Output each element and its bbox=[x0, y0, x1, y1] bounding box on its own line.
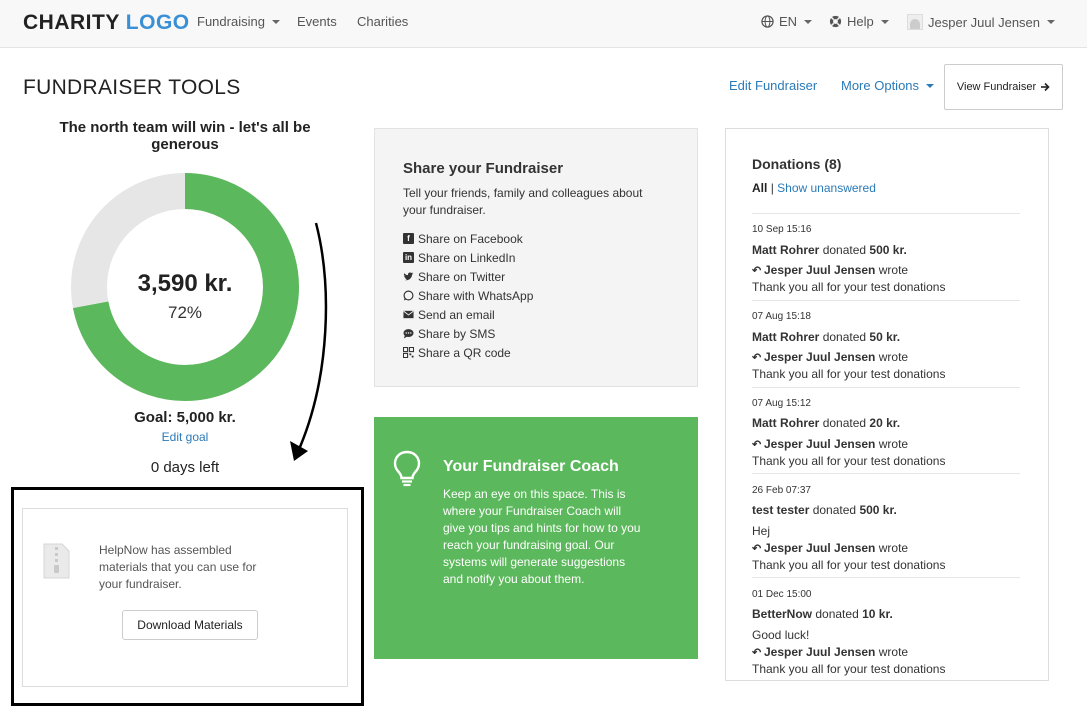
reply-author: Jesper Juul Jensen bbox=[764, 541, 876, 555]
edit-fundraiser-label: Edit Fundraiser bbox=[729, 78, 818, 93]
share-item-label: Share on Twitter bbox=[418, 269, 506, 284]
reply-verb: wrote bbox=[878, 645, 909, 659]
donation-date: 07 Aug 15:18 bbox=[752, 311, 811, 322]
donor-name: Matt Rohrer bbox=[752, 330, 820, 344]
reply-text: Thank you all for your test donations bbox=[752, 280, 946, 294]
edit-fundraiser-link[interactable] bbox=[729, 78, 817, 93]
nav-fundraising-dropdown[interactable] bbox=[197, 14, 280, 29]
view-fundraiser-button[interactable] bbox=[944, 64, 1063, 110]
donation-item bbox=[752, 300, 1020, 387]
reply-icon: ↶ bbox=[752, 439, 762, 451]
coach-title: Your Fundraiser Coach bbox=[443, 458, 619, 475]
help-dropdown[interactable] bbox=[829, 14, 889, 29]
donation-summary bbox=[752, 607, 893, 621]
view-fundraiser-label: View Fundraiser bbox=[956, 81, 1037, 93]
share-twitter-link[interactable] bbox=[403, 267, 533, 286]
donor-name: Matt Rohrer bbox=[752, 416, 820, 430]
avatar bbox=[907, 14, 923, 30]
donation-verb: donated bbox=[822, 243, 867, 257]
reply-verb: wrote bbox=[878, 541, 909, 555]
reply-header bbox=[752, 263, 908, 277]
filter-separator: | bbox=[770, 181, 774, 195]
donation-verb: donated bbox=[822, 416, 867, 430]
raised-percent: 72% bbox=[167, 303, 203, 322]
share-item-label: Share a QR code bbox=[418, 345, 511, 360]
materials-description: HelpNow has assembled materials that you can use for your fundraiser. bbox=[99, 543, 257, 591]
share-email-link[interactable] bbox=[403, 305, 533, 324]
donations-filter bbox=[752, 181, 876, 195]
share-subtitle: Tell your friends, family and colleagues about your fundraiser. bbox=[403, 186, 643, 217]
download-materials-button[interactable]: Download Materials bbox=[122, 610, 258, 640]
whatsapp-icon bbox=[403, 290, 414, 301]
top-navbar bbox=[0, 0, 1087, 48]
reply-text: Thank you all for your test donations bbox=[752, 558, 946, 572]
reply-icon: ↶ bbox=[752, 647, 762, 659]
reply-icon: ↶ bbox=[752, 352, 762, 364]
reply-header bbox=[752, 437, 908, 451]
reply-text: Thank you all for your test donations bbox=[752, 662, 946, 676]
filter-unanswered-link[interactable]: Show unanswered bbox=[777, 181, 876, 195]
days-left: 0 days left bbox=[150, 459, 220, 476]
goal-amount: Goal: 5,000 kr. bbox=[134, 409, 236, 426]
nav-charities-label: Charities bbox=[357, 14, 409, 29]
share-item-label: Share with WhatsApp bbox=[418, 288, 534, 303]
reply-text: Thank you all for your test donations bbox=[752, 367, 946, 381]
donation-item bbox=[752, 387, 1020, 473]
lifebuoy-icon bbox=[829, 15, 842, 28]
share-item-label: Share on LinkedIn bbox=[418, 250, 516, 265]
raised-amount: 3,590 kr. bbox=[137, 270, 233, 297]
donation-amount: 500 kr. bbox=[869, 243, 907, 257]
nav-charities-link[interactable] bbox=[357, 14, 408, 29]
donor-name: Matt Rohrer bbox=[752, 243, 820, 257]
linkedin-icon: in bbox=[404, 253, 413, 262]
share-whatsapp-link[interactable] bbox=[403, 286, 533, 305]
donation-verb: donated bbox=[815, 607, 859, 621]
caret-down-icon bbox=[881, 20, 889, 24]
reply-header bbox=[752, 541, 908, 555]
help-label: Help bbox=[847, 14, 874, 29]
donation-message: Good luck! bbox=[752, 628, 810, 642]
logo-text-logo: LOGO bbox=[125, 11, 190, 34]
user-name: Jesper Juul Jensen bbox=[928, 14, 1041, 30]
reply-header bbox=[752, 350, 908, 364]
reply-verb: wrote bbox=[878, 350, 909, 364]
share-item-label: Share by SMS bbox=[418, 326, 496, 341]
reply-icon: ↶ bbox=[752, 265, 762, 277]
donor-name: test tester bbox=[752, 503, 810, 517]
lightbulb-icon bbox=[393, 450, 421, 488]
donation-item bbox=[752, 577, 1020, 677]
caret-down-icon bbox=[272, 20, 280, 24]
sms-icon bbox=[403, 328, 414, 339]
donation-message: Hej bbox=[752, 524, 771, 538]
caret-down-icon bbox=[804, 20, 812, 24]
share-options-list bbox=[403, 229, 533, 362]
share-item-label: Share on Facebook bbox=[418, 231, 523, 246]
more-options-dropdown[interactable] bbox=[841, 78, 934, 93]
reply-author: Jesper Juul Jensen bbox=[764, 437, 876, 451]
donation-amount: 20 kr. bbox=[869, 416, 901, 430]
share-sms-link[interactable] bbox=[403, 324, 533, 343]
nav-fundraising-label: Fundraising bbox=[197, 14, 265, 29]
share-qrcode-link[interactable] bbox=[403, 343, 533, 362]
nav-events-link[interactable] bbox=[297, 14, 337, 29]
donation-verb: donated bbox=[812, 503, 857, 517]
qrcode-icon bbox=[403, 347, 414, 358]
nav-events-label: Events bbox=[297, 14, 337, 29]
reply-verb: wrote bbox=[878, 263, 909, 277]
fundraiser-title: The north team will win - let's all be generous bbox=[59, 119, 311, 153]
envelope-icon bbox=[403, 309, 414, 320]
reply-author: Jesper Juul Jensen bbox=[764, 645, 876, 659]
arrow-right-icon bbox=[1040, 82, 1050, 92]
donations-title: Donations (8) bbox=[752, 156, 842, 172]
reply-icon: ↶ bbox=[752, 543, 762, 555]
charity-logo[interactable] bbox=[23, 11, 190, 35]
donation-date: 26 Feb 07:37 bbox=[752, 485, 811, 496]
edit-goal-link[interactable]: Edit goal bbox=[161, 430, 209, 444]
donation-summary bbox=[752, 503, 897, 517]
language-dropdown[interactable] bbox=[761, 14, 812, 29]
facebook-icon: f bbox=[403, 233, 414, 244]
donation-summary bbox=[752, 416, 900, 430]
reply-author: Jesper Juul Jensen bbox=[764, 350, 876, 364]
twitter-icon bbox=[403, 271, 414, 282]
language-label: EN bbox=[779, 14, 798, 29]
donation-summary bbox=[752, 243, 907, 257]
donation-amount: 500 kr. bbox=[859, 503, 897, 517]
donation-date: 01 Dec 15:00 bbox=[752, 589, 812, 600]
share-facebook-link[interactable] bbox=[403, 229, 533, 248]
annotation-arrow bbox=[280, 215, 340, 465]
page-title: FUNDRAISER TOOLS bbox=[23, 76, 241, 99]
logo-text-charity: CHARITY bbox=[23, 11, 120, 34]
share-linkedin-link[interactable] bbox=[403, 248, 533, 267]
user-menu-dropdown[interactable] bbox=[907, 14, 1055, 30]
more-options-label: More Options bbox=[841, 78, 920, 93]
share-item-label: Send an email bbox=[418, 307, 495, 322]
caret-down-icon bbox=[926, 84, 934, 88]
reply-author: Jesper Juul Jensen bbox=[764, 263, 876, 277]
globe-icon bbox=[761, 15, 774, 28]
donation-amount: 50 kr. bbox=[869, 330, 901, 344]
coach-text: Keep an eye on this space. This is where your Fundraiser Coach will give you tips and hints for how to you reach your fundraising goal. Our systems will generate suggestions and notify you about them. bbox=[443, 487, 641, 586]
share-title: Share your Fundraiser bbox=[403, 160, 564, 177]
reply-text: Thank you all for your test donations bbox=[752, 454, 946, 468]
donation-amount: 10 kr. bbox=[862, 607, 893, 621]
donation-summary bbox=[752, 330, 900, 344]
reply-verb: wrote bbox=[878, 437, 909, 451]
reply-header bbox=[752, 645, 908, 659]
zip-file-icon bbox=[43, 543, 70, 579]
caret-down-icon bbox=[1047, 20, 1055, 24]
materials-panel bbox=[22, 508, 348, 687]
donor-name: BetterNow bbox=[752, 607, 813, 621]
donation-date: 07 Aug 15:12 bbox=[752, 398, 811, 409]
donation-verb: donated bbox=[822, 330, 867, 344]
donation-item bbox=[752, 213, 1020, 300]
donation-date: 10 Sep 15:16 bbox=[752, 224, 812, 235]
donation-item bbox=[752, 473, 1020, 577]
filter-all-tab[interactable]: All bbox=[752, 181, 768, 195]
